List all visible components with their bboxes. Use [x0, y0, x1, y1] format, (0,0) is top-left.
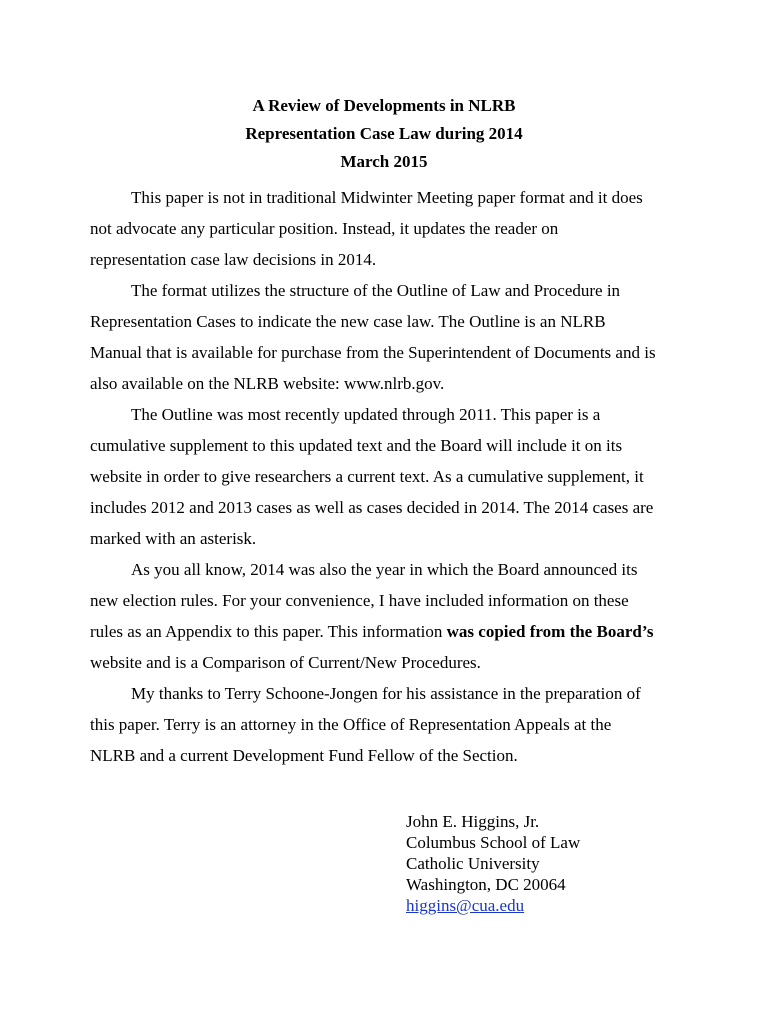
paragraph-line: As you all know, 2014 was also the year in which the Board announced its [131, 560, 638, 579]
paragraph-line: this paper. Terry is an attorney in the Office of Representation Appeals at the [90, 715, 612, 734]
paragraph-line: Representation Cases to indicate the new case law. The Outline is an NLRB [90, 312, 606, 331]
paragraph-line: The format utilizes the structure of the Outline of Law and Procedure in [131, 281, 621, 300]
document-body [90, 182, 690, 771]
paragraph-line: also available on the NLRB website: www.nlrb.gov. [90, 374, 445, 393]
paragraph-line [90, 616, 690, 647]
paragraph-line: website in order to give researchers a current text. As a cumulative supplement, it [90, 467, 644, 486]
paragraph-line: Manual that is available for purchase from the Superintendent of Documents and is [90, 343, 656, 362]
paragraph-line: website and is a Comparison of Current/New Procedures. [90, 653, 481, 672]
paragraph-line: cumulative supplement to this updated text and the Board will include it on its [90, 436, 623, 455]
signature-block [406, 811, 580, 916]
document-title [0, 92, 768, 176]
paragraph-line-text: rules as an Appendix to this paper. This information [90, 622, 447, 641]
paragraph-line: This paper is not in traditional Midwinter Meeting paper format and it does [131, 188, 643, 207]
author-address: Washington, DC 20064 [406, 875, 566, 894]
paragraph-line: My thanks to Terry Schoone-Jongen for his assistance in the preparation of [131, 684, 641, 703]
author-email-link[interactable]: higgins@cua.edu [406, 896, 525, 915]
paragraph-line: includes 2012 and 2013 cases as well as cases decided in 2014. The 2014 cases are [90, 498, 654, 517]
author-school: Columbus School of Law [406, 833, 581, 852]
paragraph-line: The Outline was most recently updated through 2011. This paper is a [131, 405, 601, 424]
author-name: John E. Higgins, Jr. [406, 812, 540, 831]
title-line: A Review of Developments in NLRB [252, 96, 516, 115]
paragraph-line: new election rules. For your convenience, I have included information on these [90, 591, 629, 610]
paragraph-line: not advocate any particular position. Instead, it updates the reader on [90, 219, 559, 238]
paragraph-line: NLRB and a current Development Fund Fellow of the Section. [90, 746, 518, 765]
paragraph-line: marked with an asterisk. [90, 529, 257, 548]
title-line: Representation Case Law during 2014 [245, 124, 523, 143]
author-university: Catholic University [406, 854, 540, 873]
paragraph-line: representation case law decisions in 2014. [90, 250, 377, 269]
title-date: March 2015 [340, 152, 428, 171]
paragraph-line-emphasis: was copied from the Board’s [446, 622, 654, 641]
author-email-line [406, 895, 580, 916]
